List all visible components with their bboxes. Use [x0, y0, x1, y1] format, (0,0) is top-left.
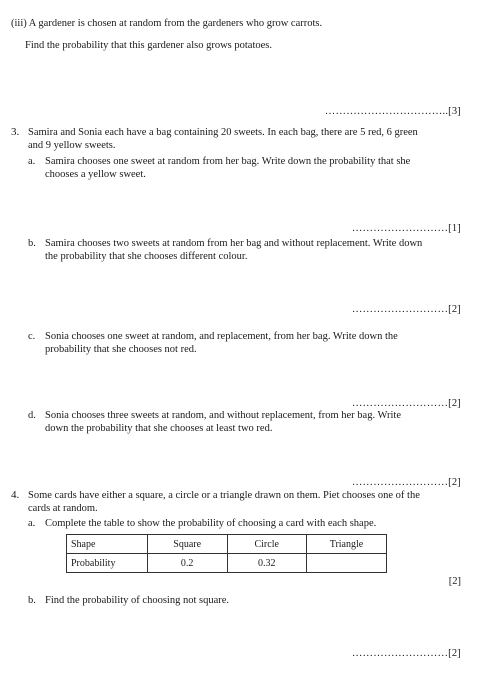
q4b-text: Find the probability of choosing not square. — [45, 595, 230, 606]
table-cell: 0.32 — [227, 554, 306, 573]
q3d-answer-line: ………………………[2] — [351, 477, 461, 488]
probability-table — [66, 534, 387, 573]
table-header-row — [67, 535, 387, 554]
q3a-line1: Samira chooses one sweet at random from her bag. Write down the probability that she — [45, 156, 411, 167]
q3b-line1: Samira chooses two sweets at random from her bag and without replacement. Write down — [45, 238, 423, 249]
q3a-label: a. — [28, 156, 36, 167]
part-iii-answer-line: ……………………………..[3] — [324, 106, 461, 117]
table-cell: Probability — [67, 554, 148, 573]
triangle-answer-cell[interactable] — [306, 554, 386, 573]
q3b-line2: the probability that she chooses different colour. — [45, 251, 248, 262]
q3-intro-line2: and 9 yellow sweets. — [28, 140, 116, 151]
q3-number: 3. — [11, 126, 20, 138]
q3d-line1: Sonia chooses three sweets at random, and without replacement, from her bag. Write — [45, 410, 401, 421]
part-iii-text: A gardener is chosen at random from the gardeners who grow carrots. — [28, 18, 323, 29]
table-header-cell: Triangle — [306, 535, 386, 554]
q3c-label: c. — [28, 331, 36, 342]
q3a-line2: chooses a yellow sweet. — [45, 169, 146, 180]
table-row — [67, 554, 387, 573]
q3b-label: b. — [28, 238, 36, 249]
q3d-label: d. — [28, 410, 36, 421]
q4b-answer-line: ………………………[2] — [351, 648, 461, 659]
q3b-answer-line: ………………………[2] — [351, 304, 461, 315]
table-header-cell: Shape — [67, 535, 148, 554]
table-cell: 0.2 — [147, 554, 227, 573]
q3d-line2: down the probability that she chooses at least two red. — [45, 423, 273, 434]
q3c-answer-line: ………………………[2] — [351, 398, 461, 409]
table-header-cell: Circle — [227, 535, 306, 554]
q4-number: 4. — [11, 489, 20, 501]
q4-intro-line2: cards at random. — [28, 503, 98, 514]
q3c-line1: Sonia chooses one sweet at random, and replacement, from her bag. Write down the — [45, 331, 398, 342]
part-iii-label: (iii) — [11, 18, 27, 29]
q3-intro-line1: Samira and Sonia each have a bag containing 20 sweets. In each bag, there are 5 red, 6 green — [28, 127, 418, 138]
q4a-marks: [2] — [448, 576, 461, 587]
q4b-label: b. — [28, 595, 36, 606]
q4a-text: Complete the table to show the probability of choosing a card with each shape. — [45, 518, 377, 529]
q4a-label: a. — [28, 518, 36, 529]
q4-intro-line1: Some cards have either a square, a circle or a triangle drawn on them. Piet chooses one of the — [28, 490, 420, 501]
part-iii-instruction: Find the probability that this gardener also grows potatoes. — [25, 40, 272, 51]
q3a-answer-line: ………………………[1] — [351, 223, 461, 234]
q3c-line2: probability that she chooses not red. — [45, 344, 197, 355]
part-iii-question — [11, 17, 322, 30]
table-header-cell: Square — [147, 535, 227, 554]
